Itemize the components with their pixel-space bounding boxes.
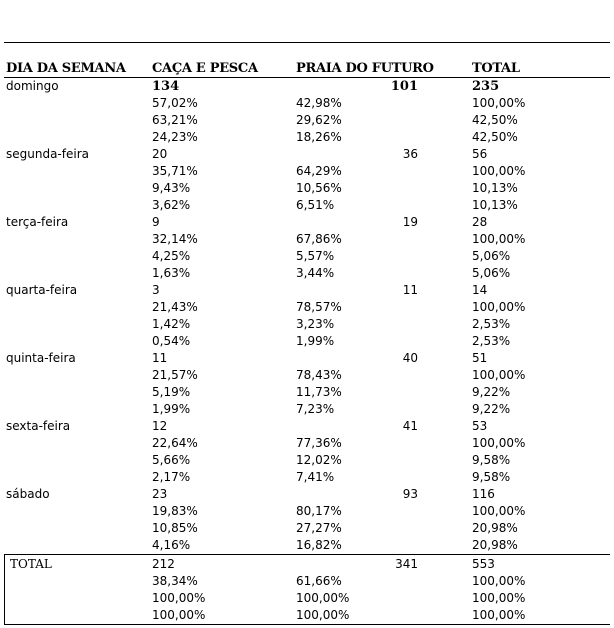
- caca-percent: 5,19%: [152, 385, 191, 399]
- caca-percent: 9,43%: [152, 181, 191, 195]
- praia-percent: 16,82%: [296, 538, 342, 552]
- total-caca-percent: 100,00%: [152, 608, 206, 622]
- praia-percent: 78,43%: [296, 368, 342, 382]
- total-count: 116: [472, 487, 495, 501]
- total-count: 56: [472, 147, 488, 161]
- total-count: 235: [472, 79, 500, 94]
- praia-percent: 3,44%: [296, 266, 335, 280]
- praia-percent: 64,29%: [296, 164, 342, 178]
- caca-percent: 1,63%: [152, 266, 191, 280]
- praia-percent: 7,23%: [296, 402, 335, 416]
- total-percent: 20,98%: [472, 521, 518, 535]
- total-percent: 100,00%: [472, 164, 526, 178]
- praia-percent: 29,62%: [296, 113, 342, 127]
- total-percent: 9,22%: [472, 402, 511, 416]
- table-top-rule: [4, 42, 610, 43]
- caca-percent: 57,02%: [152, 96, 198, 110]
- praia-percent: 67,86%: [296, 232, 342, 246]
- total-percent: 2,53%: [472, 334, 511, 348]
- total-count: 51: [472, 351, 488, 365]
- total-percent: 10,13%: [472, 181, 518, 195]
- total-count: 28: [472, 215, 488, 229]
- header-caca-e-pesca: CAÇA E PESCA: [152, 61, 258, 76]
- total-percent: 5,06%: [472, 249, 511, 263]
- caca-count: 9: [152, 215, 160, 229]
- caca-percent: 21,43%: [152, 300, 198, 314]
- caca-percent: 63,21%: [152, 113, 198, 127]
- total-percent: 100,00%: [472, 368, 526, 382]
- total-percent: 100,00%: [472, 574, 526, 588]
- total-caca-percent: 38,34%: [152, 574, 198, 588]
- day-label: segunda-feira: [6, 147, 89, 161]
- caca-percent: 22,64%: [152, 436, 198, 450]
- caca-count: 11: [152, 351, 168, 365]
- caca-percent: 35,71%: [152, 164, 198, 178]
- day-label: quarta-feira: [6, 283, 78, 297]
- header-day: DIA DA SEMANA: [6, 61, 126, 76]
- day-label: sexta-feira: [6, 419, 71, 433]
- praia-count: 101: [390, 79, 418, 94]
- total-count: 53: [472, 419, 488, 433]
- total-percent: 100,00%: [472, 300, 526, 314]
- praia-percent: 7,41%: [296, 470, 335, 484]
- praia-percent: 77,36%: [296, 436, 342, 450]
- praia-percent: 1,99%: [296, 334, 335, 348]
- total-percent: 100,00%: [472, 608, 526, 622]
- caca-count: 3: [152, 283, 160, 297]
- total-percent: 9,58%: [472, 453, 511, 467]
- total-percent: 9,22%: [472, 385, 511, 399]
- caca-percent: 21,57%: [152, 368, 198, 382]
- caca-count: 12: [152, 419, 168, 433]
- grand-total: 553: [472, 557, 495, 571]
- praia-percent: 6,51%: [296, 198, 335, 212]
- total-percent: 100,00%: [472, 96, 526, 110]
- caca-percent: 2,17%: [152, 470, 191, 484]
- total-percent: 42,50%: [472, 130, 518, 144]
- total-percent: 42,50%: [472, 113, 518, 127]
- caca-percent: 5,66%: [152, 453, 191, 467]
- praia-percent: 5,57%: [296, 249, 335, 263]
- caca-percent: 0,54%: [152, 334, 191, 348]
- caca-percent: 4,25%: [152, 249, 191, 263]
- total-caca: 212: [152, 557, 175, 571]
- praia-count: 40: [402, 351, 418, 365]
- total-percent: 20,98%: [472, 538, 518, 552]
- praia-count: 41: [402, 419, 418, 433]
- total-percent: 2,53%: [472, 317, 511, 331]
- praia-percent: 78,57%: [296, 300, 342, 314]
- total-percent: 100,00%: [472, 504, 526, 518]
- header-praia-do-futuro: PRAIA DO FUTURO: [296, 61, 434, 76]
- caca-percent: 3,62%: [152, 198, 191, 212]
- total-percent: 100,00%: [472, 436, 526, 450]
- total-caca-percent: 100,00%: [152, 591, 206, 605]
- caca-percent: 24,23%: [152, 130, 198, 144]
- total-count: 14: [472, 283, 488, 297]
- day-label: domingo: [6, 79, 59, 93]
- total-left-border: [4, 554, 5, 624]
- praia-percent: 27,27%: [296, 521, 342, 535]
- total-praia-percent: 61,66%: [296, 574, 342, 588]
- praia-percent: 11,73%: [296, 385, 342, 399]
- day-label: terça-feira: [6, 215, 69, 229]
- day-label: sábado: [6, 487, 50, 501]
- day-label: quinta-feira: [6, 351, 76, 365]
- caca-count: 23: [152, 487, 168, 501]
- praia-percent: 18,26%: [296, 130, 342, 144]
- praia-percent: 42,98%: [296, 96, 342, 110]
- caca-percent: 19,83%: [152, 504, 198, 518]
- praia-count: 36: [402, 147, 418, 161]
- praia-count: 19: [402, 215, 418, 229]
- praia-percent: 3,23%: [296, 317, 335, 331]
- total-praia-percent: 100,00%: [296, 608, 350, 622]
- caca-percent: 1,99%: [152, 402, 191, 416]
- caca-percent: 1,42%: [152, 317, 191, 331]
- caca-count: 20: [152, 147, 168, 161]
- praia-count: 93: [402, 487, 418, 501]
- total-praia-percent: 100,00%: [296, 591, 350, 605]
- total-percent: 10,13%: [472, 198, 518, 212]
- praia-percent: 80,17%: [296, 504, 342, 518]
- total-praia: 341: [395, 557, 418, 571]
- header-total: TOTAL: [472, 61, 520, 76]
- total-percent: 9,58%: [472, 470, 511, 484]
- caca-count: 134: [152, 79, 180, 94]
- total-rule: [4, 554, 610, 555]
- total-percent: 100,00%: [472, 591, 526, 605]
- total-label: TOTAL: [10, 557, 52, 571]
- caca-percent: 4,16%: [152, 538, 191, 552]
- table-bottom-rule: [4, 624, 610, 625]
- praia-percent: 10,56%: [296, 181, 342, 195]
- praia-count: 11: [402, 283, 418, 297]
- total-percent: 5,06%: [472, 266, 511, 280]
- caca-percent: 10,85%: [152, 521, 198, 535]
- caca-percent: 32,14%: [152, 232, 198, 246]
- praia-percent: 12,02%: [296, 453, 342, 467]
- total-percent: 100,00%: [472, 232, 526, 246]
